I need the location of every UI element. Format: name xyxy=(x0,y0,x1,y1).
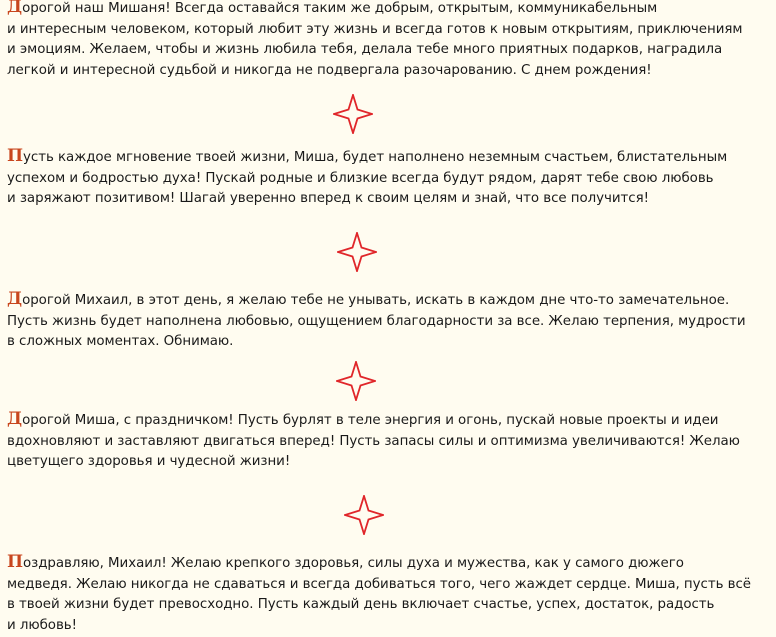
dropcap-letter: Д xyxy=(7,0,23,17)
greeting-line: и интересным человеком, который любит эту жизнь и всегда готов к новым открытиям, приключениям xyxy=(7,21,743,37)
greeting-paragraph xyxy=(7,0,742,81)
greeting-line: цветущего здоровья и чудесной жизни! xyxy=(7,454,291,469)
four-point-star-icon xyxy=(336,361,376,401)
greeting-line: Поздравляю, Михаил! Желаю крепкого здоровья, силы духа и мужества, как у самого дюжего xyxy=(7,552,684,572)
four-point-star-icon xyxy=(344,495,384,535)
dropcap-letter: П xyxy=(7,552,24,572)
greeting-line: Дорогой наш Мишаня! Всегда оставайся таким же добрым, открытым, коммуникабельным xyxy=(7,0,742,20)
dropcap-letter: Д xyxy=(7,289,23,309)
greeting-paragraph xyxy=(7,146,727,210)
greeting-line: и заряжают позитивом! Шагай уверенно вперед к своим целям и знай, что все получится! xyxy=(7,191,649,206)
greeting-line: медведя. Желаю никогда не сдаваться и всегда добиваться того, чего жаждет сердце. Миша, пусть всё xyxy=(7,576,751,592)
greeting-line: и любовь! xyxy=(7,617,77,633)
greeting-line: Пусть каждое мгновение твоей жизни, Миша, будет наполнено неземным счастьем, блистательным xyxy=(7,146,728,166)
greeting-line: в твоей жизни будет превосходно. Пусть каждый день включает счастье, успех, достаток, радость xyxy=(7,597,715,612)
greeting-paragraph xyxy=(7,552,751,636)
dropcap-letter: Д xyxy=(7,409,23,429)
greeting-line: легкой и интересной судьбой и никогда не подвергала разочарованию. С днем рождения! xyxy=(7,62,652,78)
greeting-line: Дорогой Миша, с праздничком! Пусть бурлят в теле энергия и огонь, пускай новые проекты и идеи xyxy=(7,409,719,429)
greeting-paragraph xyxy=(7,409,740,473)
greeting-line: Пусть жизнь будет наполнена любовью, ощущением благодарности за все. Желаю терпения, мудрости xyxy=(7,313,746,329)
four-point-star-icon xyxy=(337,232,377,272)
greeting-line: в сложных моментах. Обнимаю. xyxy=(7,334,234,349)
greeting-line: успехом и бодростью духа! Пускай родные и близкие всегда будут рядом, дарят тебе свою любовь xyxy=(7,170,714,186)
four-point-star-icon xyxy=(333,94,373,134)
dropcap-letter: П xyxy=(7,146,24,166)
greeting-line: вдохновляют и заставляют двигаться вперед! Пусть запасы силы и оптимизма увеличиваются! Желаю xyxy=(7,433,740,449)
greeting-paragraph xyxy=(7,289,746,353)
greeting-line: и эмоциям. Желаем, чтобы и жизнь любила тебя, делала тебе много приятных подарков, наградила xyxy=(7,42,723,57)
greeting-line: Дорогой Михаил, в этот день, я желаю тебе не унывать, искать в каждом дне что-то замечательное. xyxy=(7,289,730,309)
